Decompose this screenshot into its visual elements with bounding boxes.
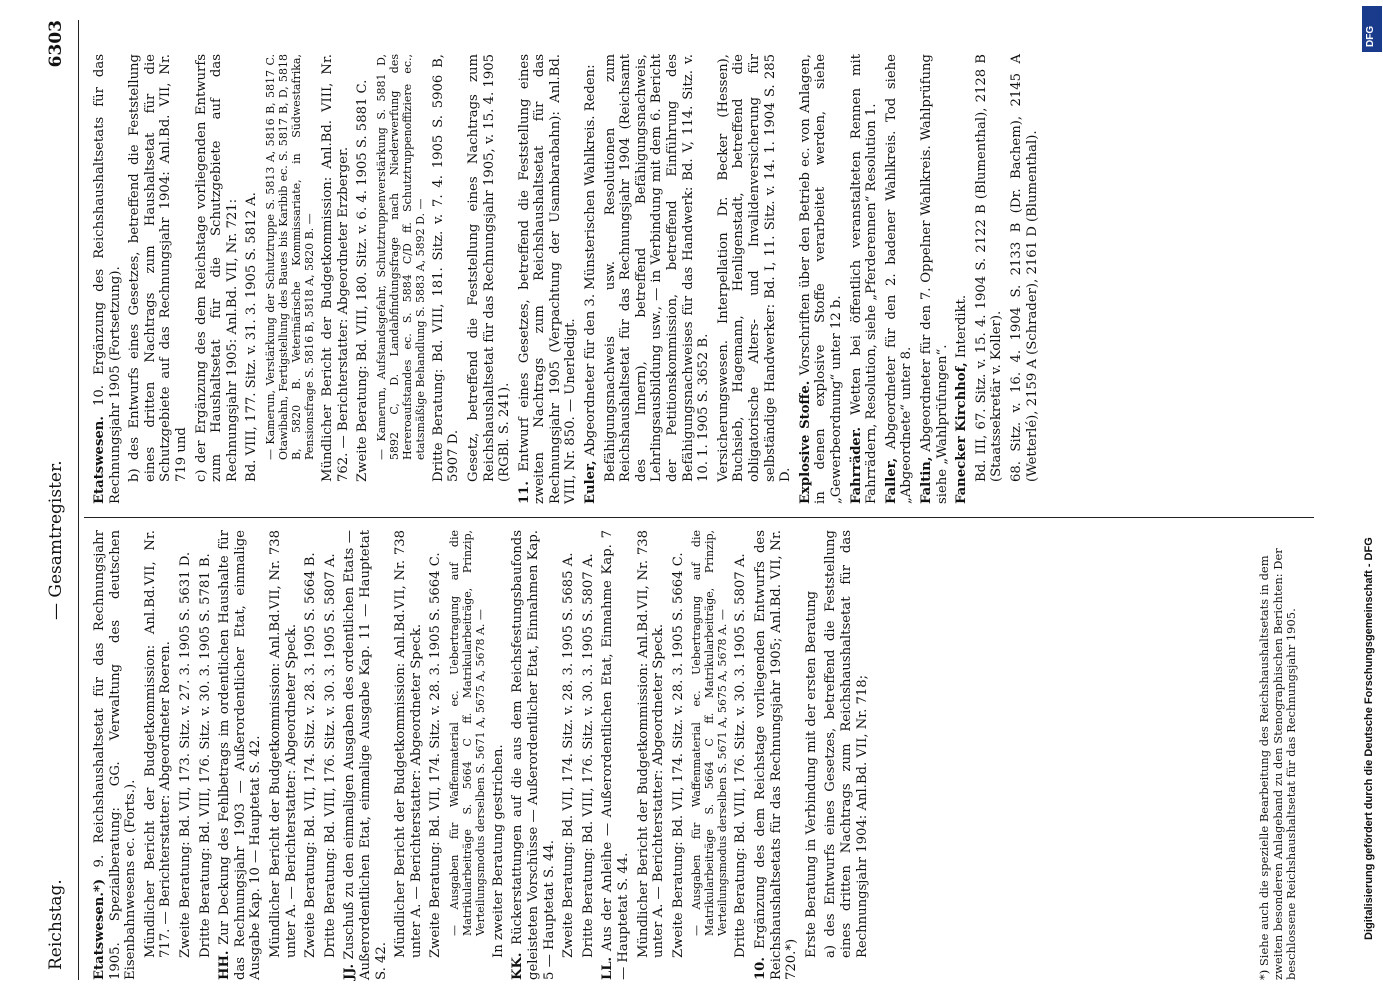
entry-text: Wetten bei öffentlich veranstalteten Rennen mit Fahrrädern, Resolution, siehe „Pferderennen“ Resolution 1.: [848, 54, 880, 504]
entry-label: 11.: [516, 481, 532, 504]
entry-text: Abgeordneter für den 2. badener Wahlkreis. Tod siehe „Abgeordnete“ unter 8.: [883, 54, 915, 504]
entry: [217, 530, 264, 980]
entry: [393, 530, 424, 980]
entry-label: KK.: [510, 952, 526, 980]
entry-text: Befähigungsnachweis usw. Resolutionen zum Reichshaushaltsetat für das Rechnungsjahr 1904 (Reichsamt des Innern), betreffend Befähigungsnachweis, Lehrlingsausbildung usw., — in Verbindung mit dem 6. Bericht der Petitionskommission, betreffend Einführung des Befähigungsnachweises für das Handwerk: Bd. V, 114. Sitz. v. 10. 1. 1905 S. 3652 B.: [602, 54, 712, 482]
entry: [428, 530, 444, 980]
entry-text: 9. Reichshaushaltsetat für das Rechnungsjahr 1905. Spezialberatung: GG. Verwaltung des deutschen Eisenbahnwesens ec. (Forts.).: [92, 530, 139, 980]
entry-text: Gesetz, betreffend die Feststellung eines Nachtrags zum Reichshaushaltsetat für das Rechnungsjahr 1905, v. 15. 4. 1905 (RGBl. S. 241).: [465, 54, 513, 482]
entry-text: 68. Sitz. v. 16. 4. 1904 S. 2133 B (Dr. Bachem), 2145 A (Wetterlé), 2159 A (Schrader), 2161 D (Blumenthal).: [1008, 54, 1040, 482]
entry-text: Zweite Beratung: Bd. VII, 174. Sitz. v. 28. 3. 1905 S. 5685 A.: [561, 552, 577, 958]
page-number: 6303: [46, 20, 66, 68]
entry-text: Zweite Beratung: Bd. VIII, 180. Sitz. v. 6. 4. 1905 S. 5881 C.: [355, 79, 371, 482]
entry: [375, 54, 427, 504]
entry-label: HH.: [217, 950, 233, 980]
entry-text: Versicherungswesen. Interpellation Dr. Becker (Hessen), Buchsieb, Hagemann, Henligenstadt, betreffend die obligatorische Alters- und Invalidenversicherung für selbständige Handwerker: Bd. I, 11. Sitz. v. 14. 1. 1904 S. 285 D.: [715, 54, 794, 482]
entry-text: Dritte Beratung: Bd. VIII, 176. Sitz. v. 30. 3. 1905 S. 5781 B.: [197, 553, 213, 958]
entry: [603, 54, 712, 504]
footnote: *) Siehe auch die spezielle Bearbeitung des Reichshaushaltsetats in dem zweiten besonderen Anlageband zu den Stenographischen Berichten: Der beschlossene Reichshaushaltsetat für das Rechnungsjahr 1905.: [1257, 548, 1298, 980]
entry-text: Mündlicher Bericht der Budgetkommission: Anl.Bd. VIII, Nr. 762. — Berichterstatter: Abgeordneter Erzberger.: [319, 54, 351, 482]
dfg-logo-text: DFG: [1365, 25, 1376, 47]
entry: [823, 530, 870, 980]
entry: [244, 54, 260, 504]
left-column: [92, 530, 874, 980]
entry-text: — Kamerun, Aufstandsgefahr, Schutztruppenverstärkung S. 5881 D, 5892 C, D. Landabfindungsfrage nach Niederwerfung des Hereroaufstandes ec. S. 5884 C/D ff. Schutztruppenoffiziere ec., etatsmäßige Behandlung S. 5883 A, 5892 D. —: [374, 54, 427, 460]
entry: [671, 530, 687, 980]
entry-label: Etatswesen.: [92, 416, 107, 504]
entry: [804, 530, 820, 980]
entry-label: JJ.: [342, 963, 358, 980]
entry-text: 10. Ergänzung des Reichshaushaltsetats für das Rechnungsjahr 1905 (Fortsetzung).: [92, 54, 123, 504]
entry-text: Zweite Beratung: Bd. VII, 174. Sitz. v. 28. 3. 1905 S. 5664 B.: [303, 552, 319, 958]
right-column: [92, 54, 1044, 504]
entry: [355, 54, 371, 504]
header-left: Reichstag.: [46, 879, 66, 970]
entry: [753, 530, 800, 980]
entry-text: Rückerstattungen auf die aus dem Reichsfestungsbaufonds geleisteten Vorschüsse — Außerordentlicher Etat, Einnahmen Kap. 5 — Hauptetat S. 44.: [510, 530, 557, 980]
column-divider: [84, 517, 1314, 518]
entry-text: Dritte Beratung: Bd. VIII, 176. Sitz. v. 30. 3. 1905 S. 5807 A.: [733, 553, 749, 958]
entry: [600, 530, 631, 980]
entry: [583, 54, 599, 504]
page-header: [40, 20, 74, 980]
entry: [448, 530, 487, 980]
entry: [92, 54, 123, 504]
entry-label: Faltin,: [918, 456, 934, 504]
entry-text: a) des Entwurfs eines Gesetzes, betreffend die Feststellung eines dritten Nachtrags zum Reichshaushaltsetat für das Rechnungsjahr 1904: Anl.Bd. VII, Nr. 718;: [823, 530, 870, 958]
rotated-register-page: [40, 20, 1340, 980]
entry-label: Explosive Stoffe.: [797, 380, 813, 504]
entry-text: Dritte Beratung: Bd. VIII, 176. Sitz. v. 30. 3. 1905 S. 5807 A.: [322, 553, 338, 958]
header-rule: [78, 20, 79, 980]
entry-label: LL.: [600, 956, 616, 980]
entry-text: Bd. III, 67. Sitz. v. 15. 4. 1904 S. 2122 B (Blumenthal), 2128 B (Staatssekretär v. Koller).: [973, 54, 1005, 482]
entry-text: In zweiter Beratung gestrichen.: [490, 744, 506, 958]
entry-text: Zweite Beratung: Bd. VII, 173. Sitz. v. 27. 3. 1905 S. 5631 D.: [177, 551, 193, 958]
entry: [431, 54, 462, 504]
entry-label: Euler,: [583, 460, 599, 504]
entry: [178, 530, 194, 980]
entry-text: Zur Deckung des Fehlbetrags im ordentlichen Haushalte für das Rechnungsjahr 1903 — Außerordentlicher Etat, einmalige Ausgabe Kap. 10 — Hauptetat S. 42.: [217, 530, 264, 980]
entry-text: Dritte Beratung: Bd. VIII, 181. Sitz. v. 7. 4. 1905 S. 5906 B, 5907 D.: [430, 54, 462, 482]
entry-label: Etatswesen.*): [92, 878, 107, 980]
entry-text: Mündlicher Bericht der Budgetkommission: Anl.Bd.VII, Nr. 738 unter A. — Berichterstatter: Abgeordneter Speck.: [635, 530, 667, 958]
entry: [342, 530, 389, 980]
entry: [636, 530, 667, 980]
entry: [323, 530, 339, 980]
entry-text: Entwurf eines Gesetzes, betreffend die Feststellung eines zweiten Nachtrags zum Reichshaushaltsetat für das Rechnungsjahr 1905 (Verpachtung der Usambarabahn): Anl.Bd. VIII, Nr. 850. — Unerledigt.: [516, 54, 579, 504]
entry: [690, 530, 729, 980]
entry-text: Zweite Beratung: Bd. VII, 174. Sitz. v. 28. 3. 1905 S. 5664 C.: [428, 552, 444, 958]
dfg-logo: [1362, 6, 1382, 52]
entry-text: Erste Beratung in Verbindung mit der ersten Beratung: [803, 590, 819, 958]
entry: [510, 530, 557, 980]
entry: [127, 54, 189, 504]
entry: [716, 54, 794, 504]
entry-text: — Ausgaben für Waffenmaterial ec. Uebertragung auf die Matrikularbeiträge S. 5664 C ff. Matrikularbeiträge, Prinzip, Verteilungsmodus derselben S. 5671 A, 5675 A, 5678 A. —: [690, 530, 730, 936]
digitization-note: [1363, 60, 1379, 940]
entry: [517, 54, 579, 504]
entry: [1009, 54, 1040, 504]
entry-label: Faller,: [883, 457, 899, 504]
entry-text: Dritte Beratung: Bd. VIII, 176. Sitz. v. 30. 3. 1905 S. 5807 A.: [580, 553, 596, 958]
entry-text: c) der Ergänzung des dem Reichstage vorliegenden Entwurfs zum Haushaltsetat für die Schutzgebiete auf das Rechnungsjahr 1905: Anl.Bd. VII, Nr. 721:: [193, 54, 240, 482]
entry-text: Interdikt.: [954, 294, 970, 359]
entry: [919, 54, 950, 504]
entry: [561, 530, 577, 980]
entry-text: Zuschuß zu den einmaligen Ausgaben des ordentlichen Etats — Außerordentlichen Etat, einmalige Ausgabe Kap. 11 — Hauptetat S. 42.: [342, 530, 389, 980]
entry: [974, 54, 1005, 504]
entry-text: Abgeordneter für den 3. Münsterischen Wahlkreis. Reden:: [583, 64, 599, 457]
entry: [581, 530, 597, 980]
entry-text: Abgeordneter für den 7. Oppelner Wahlkreis. Wahlprüfung siehe „Wahlprüfungen“.: [918, 54, 950, 504]
entry-text: — Ausgaben für Waffenmaterial ec. Uebertragung auf die Matrikularbeiträge S. 5664 C ff. Matrikularbeiträge, Prinzip, Verteilungsmodus derselben S. 5671 A, 5675 A, 5678 A. —: [447, 530, 487, 936]
entry-text: Vorschriften über den Betrieb ec. von Anlagen, in denen explosive Stoffe verarbeitet werden, siehe „Gewerbeordnung“ unter 12 b.: [797, 54, 844, 504]
entry-text: Aus der Anleihe — Außerordentlichen Etat, Einnahme Kap. 7 — Hauptetat S. 44.: [600, 530, 632, 980]
entry-label: 10.: [753, 957, 768, 980]
entry: [303, 530, 319, 980]
entry: [954, 54, 970, 504]
digitization-note-text: Digitalisierung gefördert durch die Deutsche Forschungsgemeinschaft - DFG: [1363, 537, 1375, 940]
entry-text: b) des Entwurfs eines Gesetzes, betreffend die Feststellung eines dritten Nachtrags zum Haushaltsetat für die Schutzgebiete auf das Rechnungsjahr 1904: Anl.Bd. VII, Nr. 719 und: [127, 54, 189, 482]
entry: [92, 530, 139, 980]
entry-text: — Kamerun, Verstärkung der Schutztruppe S. 5813 A, 5816 B, 5817 C. Otawibahn, Fertigstellung des Baues bis Karibib ec. S. 5817 B, D, 5818 B, 5820 B. Veterinärische Kommissariate, in Südwestafrika, Pensionsfrage S. 5816 B, 5818 A, 5820 B. —: [263, 54, 316, 460]
entry: [798, 54, 845, 504]
header-center: — Gesamtregister.: [46, 460, 66, 620]
entry: [194, 54, 241, 504]
entry: [849, 54, 880, 504]
entry-label: Fanecker Kirchhof,: [954, 362, 970, 504]
entry-text: Ergänzung des dem Reichstage vorliegenden Entwurfs des Reichshaushaltsetats für das Rechnungsjahr 1905; Anl.Bd. VII, Nr. 720.*): [753, 530, 800, 980]
entry-text: Zweite Beratung: Bd. VII, 174. Sitz. v. 28. 3. 1905 S. 5664 C.: [670, 552, 686, 958]
entry: [884, 54, 915, 504]
entry: [268, 530, 299, 980]
entry-text: Mündlicher Bericht der Budgetkommission: Anl.Bd.VII, Nr. 738 unter A. — Berichterstatter: Abgeordneter Speck.: [267, 530, 299, 958]
entry: [264, 54, 316, 504]
entry: [320, 54, 351, 504]
entry-label: Fahrräder.: [848, 426, 864, 504]
entry-text: Mündlicher Bericht der Budgetkommission: Anl.Bd.VII, Nr. 717. — Berichterstatter: Abgeordneter Roeren.: [142, 530, 174, 958]
entry: [491, 530, 507, 980]
entry: [733, 530, 749, 980]
entry: [143, 530, 174, 980]
entry-text: Bd. VIII, 177. Sitz. v. 31. 3. 1905 S. 5812 A.: [244, 192, 260, 482]
entry-text: Mündlicher Bericht der Budgetkommission: Anl.Bd.VII, Nr. 738 unter A. — Berichterstatter: Abgeordneter Speck.: [393, 530, 424, 958]
entry: [466, 54, 513, 504]
entry: [198, 530, 214, 980]
